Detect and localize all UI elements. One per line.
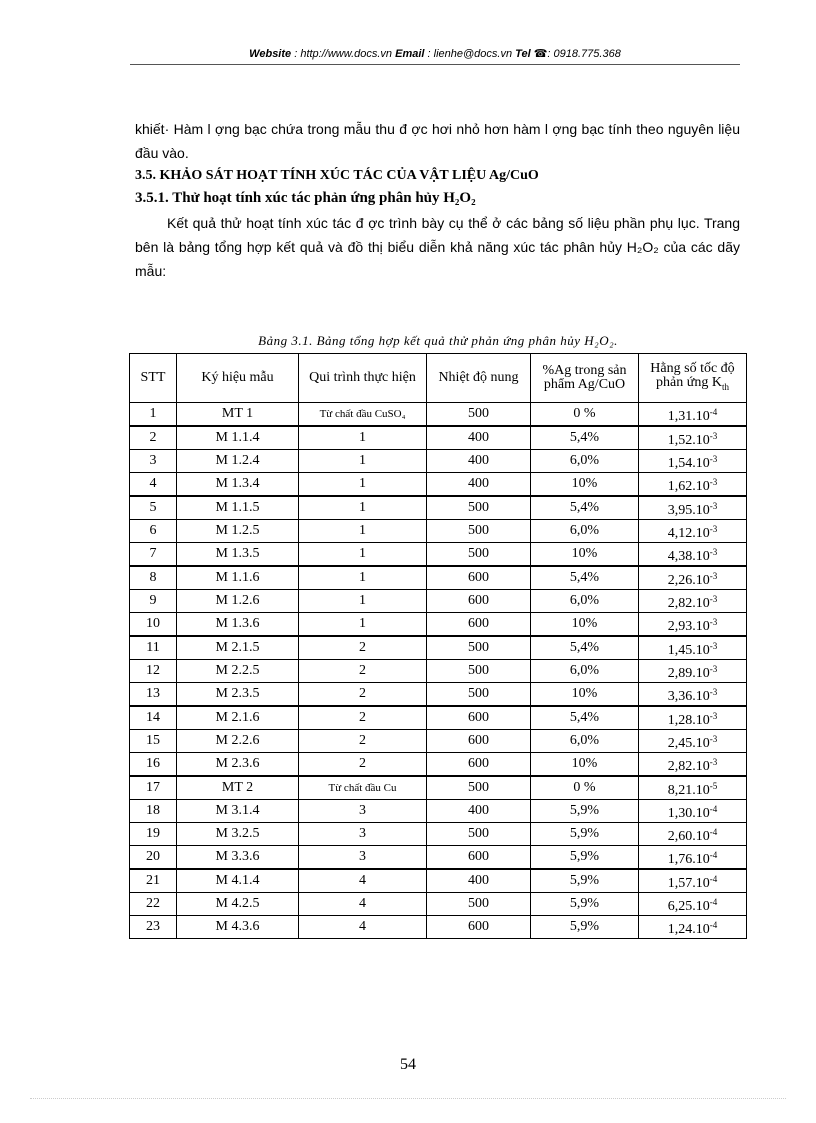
rate-constant-exponent: -4 — [709, 803, 718, 814]
rate-constant-base: 1,54.10 — [667, 455, 710, 471]
table-row — [130, 403, 747, 427]
rate-constant-exponent: -3 — [709, 756, 718, 767]
rate-constant-exponent: -3 — [709, 453, 718, 464]
cell-stt: 17 — [130, 776, 177, 800]
cell-ag-percent: 5,9% — [531, 869, 639, 893]
rate-constant-base: 4,12.10 — [667, 525, 710, 541]
cell-ag-percent: 5,9% — [531, 846, 639, 870]
cell-temperature: 400 — [427, 450, 531, 473]
cell-stt: 12 — [130, 660, 177, 683]
table-row — [130, 893, 747, 916]
website-label: Website — [249, 48, 292, 60]
cell-ag-percent: 5,4% — [531, 636, 639, 660]
cell-stt: 14 — [130, 706, 177, 730]
cell-ag-percent: 0 % — [531, 403, 639, 427]
cell-process: 4 — [299, 893, 427, 916]
cell-ag-percent: 5,4% — [531, 496, 639, 520]
rate-constant-exponent: -3 — [709, 663, 718, 674]
cell-sample-code: M 1.3.5 — [177, 543, 299, 567]
cell-rate-constant — [639, 916, 747, 939]
cell-sample-code: M 1.2.4 — [177, 450, 299, 473]
section-heading-3-5-1: 3.5.1. Thử hoạt tính xúc tác phản ứng phân hủy H₂O₂ — [135, 190, 476, 206]
cell-process: 2 — [299, 683, 427, 707]
rate-constant-exponent: -4 — [709, 896, 718, 907]
table-row — [130, 613, 747, 637]
paragraph-results: Kết quả thử hoạt tính xúc tác đ ợc trình bày cụ thể ở các bảng số liệu phần phụ lục. Trang bên là bảng tổng hợp kết quả và đồ thị biểu diễn khả năng xúc tác phân hủy H₂O₂ của các dãy mẫu: — [135, 215, 740, 279]
rate-constant-exponent: -3 — [709, 640, 718, 651]
header-temperature: Nhiệt độ nung — [427, 354, 531, 403]
header-ag-percent: %Ag trong sản phẩm Ag/CuO — [531, 354, 639, 403]
cell-ag-percent: 6,0% — [531, 450, 639, 473]
cell-rate-constant — [639, 613, 747, 637]
cell-stt: 22 — [130, 893, 177, 916]
table-row — [130, 846, 747, 870]
paragraph-intro: khiết· Hàm l ợng bạc chứa trong mẫu thu đ ợc hơi nhỏ hơn hàm l ợng bạc tính theo nguyên liệu đầu vào. — [135, 121, 740, 161]
cell-rate-constant — [639, 846, 747, 870]
cell-ag-percent: 6,0% — [531, 590, 639, 613]
cell-stt: 3 — [130, 450, 177, 473]
cell-temperature: 500 — [427, 683, 531, 707]
cell-temperature: 500 — [427, 660, 531, 683]
cell-temperature: 600 — [427, 590, 531, 613]
cell-temperature: 500 — [427, 636, 531, 660]
cell-rate-constant — [639, 543, 747, 567]
table-row — [130, 496, 747, 520]
email-label: Email — [395, 48, 425, 60]
cell-sample-code: MT 1 — [177, 403, 299, 427]
cell-stt: 18 — [130, 800, 177, 823]
cell-sample-code: M 1.3.4 — [177, 473, 299, 497]
cell-rate-constant — [639, 800, 747, 823]
cell-sample-code: M 1.1.4 — [177, 426, 299, 450]
header-rate-constant — [639, 354, 747, 403]
cell-process: 1 — [299, 450, 427, 473]
cell-process: 1 — [299, 590, 427, 613]
cell-ag-percent: 5,4% — [531, 706, 639, 730]
cell-temperature: 600 — [427, 753, 531, 777]
table-header-row — [130, 354, 747, 403]
cell-process: 1 — [299, 566, 427, 590]
cell-rate-constant — [639, 403, 747, 427]
cell-ag-percent: 10% — [531, 753, 639, 777]
cell-rate-constant — [639, 753, 747, 777]
cell-stt: 6 — [130, 520, 177, 543]
rate-constant-base: 2,93.10 — [667, 618, 710, 634]
cell-process: 1 — [299, 543, 427, 567]
rate-constant-base: 1,62.10 — [667, 478, 710, 494]
rate-constant-exponent: -4 — [709, 849, 718, 860]
cell-process: 4 — [299, 869, 427, 893]
cell-stt: 2 — [130, 426, 177, 450]
cell-rate-constant — [639, 823, 747, 846]
rate-constant-exponent: -4 — [709, 826, 718, 837]
cell-sample-code: M 4.3.6 — [177, 916, 299, 939]
cell-sample-code: M 1.1.6 — [177, 566, 299, 590]
header-sample-code: Ký hiệu mẫu — [177, 354, 299, 403]
cell-ag-percent: 5,4% — [531, 426, 639, 450]
results-table — [129, 353, 747, 939]
cell-temperature: 600 — [427, 846, 531, 870]
cell-stt: 16 — [130, 753, 177, 777]
cell-process: 2 — [299, 730, 427, 753]
table-row — [130, 800, 747, 823]
rate-constant-base: 2,45.10 — [667, 735, 710, 751]
cell-sample-code: M 2.3.6 — [177, 753, 299, 777]
header-rate-constant-sub: th — [721, 381, 729, 392]
table-row — [130, 543, 747, 567]
rate-constant-base: 2,82.10 — [667, 758, 710, 774]
email-address[interactable]: : lienhe@docs.vn — [427, 48, 513, 60]
table-row — [130, 683, 747, 707]
table-row — [130, 776, 747, 800]
rate-constant-exponent: -3 — [709, 710, 718, 721]
cell-sample-code: M 4.2.5 — [177, 893, 299, 916]
cell-stt: 9 — [130, 590, 177, 613]
rate-constant-base: 2,82.10 — [667, 595, 710, 611]
cell-ag-percent: 5,9% — [531, 823, 639, 846]
rate-constant-exponent: -3 — [709, 546, 718, 557]
cell-ag-percent: 10% — [531, 543, 639, 567]
cell-process: 1 — [299, 473, 427, 497]
table-row — [130, 869, 747, 893]
cell-ag-percent: 10% — [531, 613, 639, 637]
cell-process: 1 — [299, 613, 427, 637]
rate-constant-base: 2,89.10 — [667, 665, 710, 681]
cell-ag-percent: 5,9% — [531, 893, 639, 916]
rate-constant-exponent: -3 — [709, 500, 718, 511]
cell-stt: 13 — [130, 683, 177, 707]
cell-rate-constant — [639, 636, 747, 660]
cell-temperature: 600 — [427, 706, 531, 730]
cell-process: 3 — [299, 823, 427, 846]
rate-constant-base: 3,36.10 — [667, 688, 710, 704]
cell-stt: 15 — [130, 730, 177, 753]
cell-rate-constant — [639, 776, 747, 800]
rate-constant-exponent: -4 — [709, 919, 718, 930]
cell-temperature: 400 — [427, 426, 531, 450]
cell-sample-code: M 2.2.5 — [177, 660, 299, 683]
cell-temperature: 500 — [427, 543, 531, 567]
cell-stt: 4 — [130, 473, 177, 497]
table-row — [130, 473, 747, 497]
cell-ag-percent: 5,9% — [531, 800, 639, 823]
rate-constant-exponent: -5 — [709, 780, 718, 791]
rate-constant-exponent: -3 — [709, 570, 718, 581]
cell-temperature: 500 — [427, 823, 531, 846]
cell-temperature: 500 — [427, 403, 531, 427]
cell-temperature: 400 — [427, 473, 531, 497]
table-row — [130, 566, 747, 590]
rate-constant-exponent: -3 — [709, 686, 718, 697]
cell-process: 3 — [299, 846, 427, 870]
cell-sample-code: M 3.1.4 — [177, 800, 299, 823]
cell-stt: 5 — [130, 496, 177, 520]
cell-rate-constant — [639, 450, 747, 473]
rate-constant-base: 1,57.10 — [667, 875, 710, 891]
table-row — [130, 916, 747, 939]
rate-constant-base: 2,60.10 — [667, 828, 710, 844]
cell-stt: 20 — [130, 846, 177, 870]
header-stt: STT — [130, 354, 177, 403]
cell-temperature: 600 — [427, 566, 531, 590]
cell-rate-constant — [639, 730, 747, 753]
cell-ag-percent: 10% — [531, 683, 639, 707]
cell-process: 1 — [299, 496, 427, 520]
cell-rate-constant — [639, 496, 747, 520]
cell-temperature: 400 — [427, 800, 531, 823]
cell-sample-code: M 2.3.5 — [177, 683, 299, 707]
section-heading-3-5: 3.5. KHẢO SÁT HOẠT TÍNH XÚC TÁC CỦA VẬT LIỆU Ag/CuO — [135, 168, 539, 183]
rate-constant-base: 1,31.10 — [667, 408, 710, 424]
tel-label: Tel — [515, 48, 531, 60]
cell-rate-constant — [639, 683, 747, 707]
cell-ag-percent: 0 % — [531, 776, 639, 800]
header-divider — [130, 64, 740, 65]
table-row — [130, 590, 747, 613]
cell-stt: 23 — [130, 916, 177, 939]
rate-constant-base: 4,38.10 — [667, 548, 710, 564]
cell-temperature: 500 — [427, 496, 531, 520]
rate-constant-base: 1,52.10 — [667, 432, 710, 448]
cell-sample-code: M 1.1.5 — [177, 496, 299, 520]
cell-rate-constant — [639, 590, 747, 613]
cell-sample-code: M 1.2.6 — [177, 590, 299, 613]
table-row — [130, 730, 747, 753]
footer-dotted-line — [30, 1098, 786, 1099]
cell-sample-code: M 3.2.5 — [177, 823, 299, 846]
rate-constant-base: 6,25.10 — [667, 898, 710, 914]
rate-constant-base: 1,76.10 — [667, 851, 710, 867]
cell-stt: 1 — [130, 403, 177, 427]
table-row — [130, 426, 747, 450]
cell-process: 1 — [299, 426, 427, 450]
cell-stt: 21 — [130, 869, 177, 893]
cell-temperature: 500 — [427, 776, 531, 800]
table-row — [130, 520, 747, 543]
cell-rate-constant — [639, 426, 747, 450]
rate-constant-base: 2,26.10 — [667, 572, 710, 588]
phone-icon: ☎ — [533, 48, 548, 60]
cell-ag-percent: 5,4% — [531, 566, 639, 590]
cell-process: 2 — [299, 660, 427, 683]
tel-number: : 0918.775.368 — [547, 48, 621, 60]
cell-stt: 7 — [130, 543, 177, 567]
cell-sample-code: M 4.1.4 — [177, 869, 299, 893]
website-url[interactable]: : http://www.docs.vn — [294, 48, 393, 60]
cell-sample-code: M 1.2.5 — [177, 520, 299, 543]
table-row — [130, 706, 747, 730]
cell-sample-code: MT 2 — [177, 776, 299, 800]
rate-constant-exponent: -4 — [709, 873, 718, 884]
cell-rate-constant — [639, 893, 747, 916]
cell-ag-percent: 5,9% — [531, 916, 639, 939]
cell-stt: 11 — [130, 636, 177, 660]
cell-rate-constant — [639, 869, 747, 893]
cell-ag-percent: 6,0% — [531, 730, 639, 753]
cell-stt: 19 — [130, 823, 177, 846]
cell-rate-constant — [639, 566, 747, 590]
cell-sample-code: M 2.2.6 — [177, 730, 299, 753]
cell-stt: 8 — [130, 566, 177, 590]
rate-constant-exponent: -3 — [709, 523, 718, 534]
cell-ag-percent: 10% — [531, 473, 639, 497]
cell-temperature: 600 — [427, 613, 531, 637]
table-row — [130, 636, 747, 660]
rate-constant-base: 1,24.10 — [667, 921, 710, 937]
cell-sample-code: M 3.3.6 — [177, 846, 299, 870]
rate-constant-exponent: -3 — [709, 476, 718, 487]
cell-process: 4 — [299, 916, 427, 939]
rate-constant-exponent: -3 — [709, 593, 718, 604]
cell-process: 3 — [299, 800, 427, 823]
cell-temperature: 600 — [427, 730, 531, 753]
cell-rate-constant — [639, 706, 747, 730]
cell-ag-percent: 6,0% — [531, 520, 639, 543]
rate-constant-base: 8,21.10 — [667, 782, 710, 798]
cell-process: Từ chất đầu CuSO₄ — [299, 403, 427, 427]
cell-temperature: 600 — [427, 916, 531, 939]
cell-process: 2 — [299, 636, 427, 660]
cell-rate-constant — [639, 473, 747, 497]
cell-temperature: 500 — [427, 520, 531, 543]
rate-constant-base: 1,30.10 — [667, 805, 710, 821]
rate-constant-exponent: -3 — [709, 616, 718, 627]
rate-constant-exponent: -3 — [709, 430, 718, 441]
header-process: Qui trình thực hiện — [299, 354, 427, 403]
rate-constant-base: 1,45.10 — [667, 642, 710, 658]
cell-process: Từ chất đầu Cu — [299, 776, 427, 800]
rate-constant-exponent: -4 — [709, 406, 718, 417]
header-rate-constant-text: Hằng số tốc độ phản ứng K — [650, 361, 735, 391]
cell-rate-constant — [639, 660, 747, 683]
cell-sample-code: M 2.1.6 — [177, 706, 299, 730]
cell-stt: 10 — [130, 613, 177, 637]
cell-sample-code: M 1.3.6 — [177, 613, 299, 637]
rate-constant-base: 3,95.10 — [667, 502, 710, 518]
cell-process: 1 — [299, 520, 427, 543]
cell-process: 2 — [299, 753, 427, 777]
table-row — [130, 823, 747, 846]
table-row — [130, 450, 747, 473]
rate-constant-exponent: -3 — [709, 733, 718, 744]
page-header — [130, 47, 740, 60]
cell-sample-code: M 2.1.5 — [177, 636, 299, 660]
page-number: 54 — [400, 1056, 416, 1073]
table-caption: Bảng 3.1. Bảng tổng hợp kết quả thử phản ứng phân hủy H₂O₂. — [258, 333, 618, 348]
cell-ag-percent: 6,0% — [531, 660, 639, 683]
cell-process: 2 — [299, 706, 427, 730]
cell-temperature: 500 — [427, 893, 531, 916]
table-row — [130, 753, 747, 777]
rate-constant-base: 1,28.10 — [667, 712, 710, 728]
cell-temperature: 400 — [427, 869, 531, 893]
cell-rate-constant — [639, 520, 747, 543]
table-row — [130, 660, 747, 683]
